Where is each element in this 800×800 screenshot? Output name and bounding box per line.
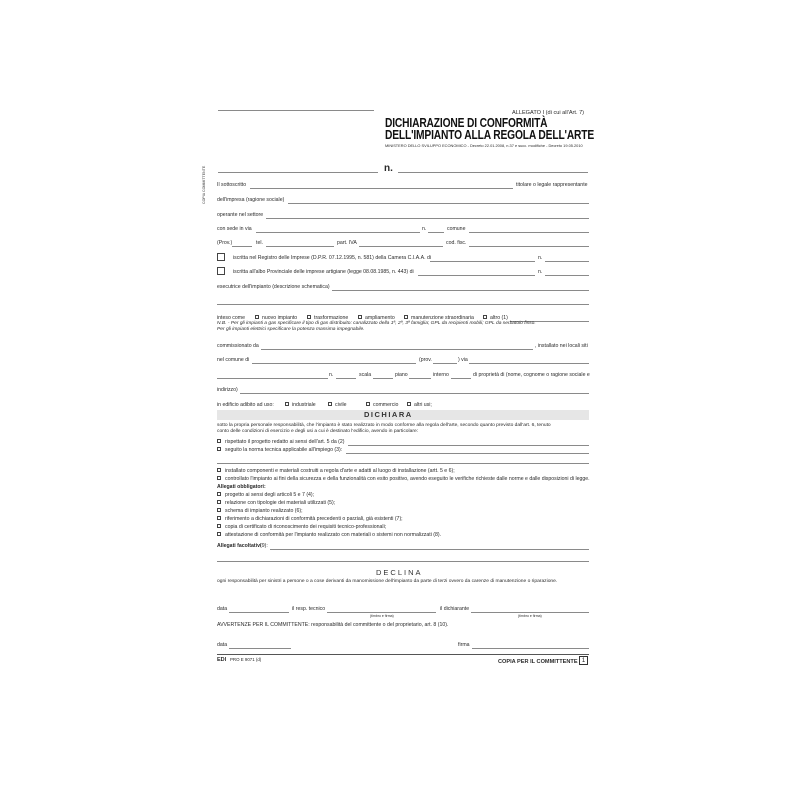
trasformazione-checkbox[interactable] [307, 315, 311, 319]
scala-field[interactable] [373, 378, 393, 379]
norma-field-2[interactable] [217, 463, 589, 464]
ampliamento-label: ampliamento [365, 315, 395, 321]
allegato-4-label: riferimento a dichiarazioni di conformità precedenti o parziali, già esistenti (7); [225, 516, 403, 522]
allegati-facoltativi-label: Allegati facoltativi [217, 543, 262, 549]
indirizzo-field[interactable] [240, 393, 589, 394]
allegato-2-label: relazione con tipologie dei materiali utilizzati (5); [225, 500, 336, 506]
comune-di-field[interactable] [252, 363, 416, 364]
allegato-label: ALLEGATO I (di cui all'Art. 7) [512, 110, 585, 116]
allegati-facoltativi-ref: (9): [260, 543, 268, 549]
indirizzo-field-a[interactable] [217, 378, 328, 379]
number-field[interactable] [398, 172, 588, 173]
piano-label: piano [395, 372, 408, 378]
side-label: COPIA COMMITTENTE [202, 165, 206, 204]
norma-label: seguito la norma tecnica applicabile all'impiego (3): [225, 447, 343, 453]
number-label: n. [384, 163, 393, 174]
tel-label: tel. [256, 240, 263, 246]
allegati-obbligatori-label: Allegati obbligatori: [217, 484, 266, 490]
civile-checkbox[interactable] [328, 402, 332, 406]
titolare-label: titolare o legale rappresentante [516, 182, 588, 188]
commercio-checkbox[interactable] [366, 402, 370, 406]
norma-checkbox[interactable] [217, 447, 221, 451]
nuovo-impianto-label: nuovo impianto [262, 315, 298, 321]
avvertenze-text: AVVERTENZE PER IL COMMITTENTE: responsabilità del committente o del proprietario, art. 8 (10). [217, 622, 449, 628]
allegato-1-label: progetto ai sensi degli articoli 5 e 7 (4); [225, 492, 315, 498]
allegato-6-label: attestazione di conformità per l'impianto realizzato con materiali o sistemi non normalizzati (8). [225, 532, 442, 538]
resp-tecnico-label: il resp. tecnico [292, 606, 326, 612]
altri-usi-label: altri usi; [414, 402, 432, 408]
allegati-facoltativi-field[interactable] [270, 549, 589, 550]
footer-rule [217, 654, 589, 655]
declina-text: ogni responsabilità per sinistri a persone o a cose derivanti da manomissione dell'impianto da parte di terzi ovvero da carenze di manutenzione o riparazione. [217, 579, 558, 584]
registro-n-label: n. [538, 255, 543, 261]
form-code: PRO E 9071 (d) [230, 657, 262, 662]
via-field[interactable] [256, 232, 420, 233]
commissionato-field[interactable] [261, 349, 533, 350]
number-rule-left [218, 172, 378, 173]
edificio-label: in edificio adibito ad uso: [217, 402, 274, 408]
interno-field[interactable] [451, 378, 471, 379]
settore-field[interactable] [266, 218, 589, 219]
indirizzo-label: indirizzo) [217, 387, 238, 393]
industriale-checkbox[interactable] [285, 402, 289, 406]
allegato-3-label: schema di impianto realizzato (6); [225, 508, 303, 514]
manutenzione-checkbox[interactable] [404, 315, 408, 319]
sede-n-label: n. [422, 226, 427, 232]
progetto-label: rispettato il progetto redatto ai sensi dell'art. 5 da (2) [225, 439, 345, 445]
registro-label: iscritta nel Registro delle Imprese (D.P.R. 07.12.1995, n. 581) della Camera C.I.A.A. di [233, 255, 431, 261]
progetto-checkbox[interactable] [217, 439, 221, 443]
progetto-field[interactable] [348, 445, 589, 446]
impresa-field[interactable] [288, 203, 589, 204]
allegato-4-checkbox[interactable] [217, 516, 221, 520]
allegati-facoltativi-field-2[interactable] [217, 561, 589, 562]
industriale-label: industriale [292, 402, 316, 408]
timbro-1: (timbro e firma) [370, 614, 394, 618]
n2-label: n. [329, 372, 334, 378]
albo-n-field[interactable] [545, 275, 589, 276]
header-rule [218, 110, 374, 111]
prov2-field[interactable] [433, 363, 457, 364]
comune-di-label: nel comune di [217, 357, 250, 363]
prov-field[interactable] [232, 246, 252, 247]
data2-field[interactable] [229, 648, 291, 649]
dichiara-text-1: sotto la propria personale responsabilità, che l'impianto è stato realizzato in modo conforme alla regola dell'arte, secondo quanto previsto dall'art. 6, tenuto [217, 423, 551, 428]
brand-logo: EDI [217, 657, 227, 663]
piano-field[interactable] [409, 378, 431, 379]
altro-checkbox[interactable] [483, 315, 487, 319]
nb-elettrici: Per gli impianti elettrici specificare la potenza massima impegnabile. [217, 327, 365, 332]
prov-label: (Prov.) [217, 240, 233, 246]
civile-label: civile [335, 402, 347, 408]
registro-field[interactable] [430, 261, 535, 262]
dichiara-text-2: conto delle condizioni di esercizio e degli usi a cui è destinato l'edificio, avendo in particolare: [217, 429, 419, 434]
installato-checkbox[interactable] [217, 468, 221, 472]
norma-field[interactable] [346, 453, 589, 454]
impresa-label: dell'impresa (ragione sociale) [217, 197, 285, 203]
interno-label: interno [433, 372, 449, 378]
data-label: data [217, 606, 228, 612]
allegato-5-checkbox[interactable] [217, 524, 221, 528]
esecutrice-field[interactable] [332, 290, 589, 291]
prov2-label: (prov. [419, 357, 432, 363]
manutenzione-label: manutenzione straordinaria [411, 315, 474, 321]
ministry-line: MINISTERO DELLO SVILUPPO ECONOMICO - Decreto 22.01.2008, n.37 e succ. modifiche - Decreto 19.05.2010 [385, 143, 583, 148]
esecutrice-field-2[interactable] [217, 304, 589, 305]
albo-field[interactable] [418, 275, 535, 276]
nb-gas: N.B. - Per gli impianti a gas specificare il tipo di gas distribuito: canalizzato della 1ª, 2ª, 3ª famiglia; GPL da recipienti mobili; GPL da serbatoio fisso. [217, 321, 536, 326]
sede-label: con sede in via [217, 226, 252, 232]
installato-text: installato componenti e materiali costruiti a regola d'arte e adatti al luogo di installazione (artt. 5 e 6); [225, 468, 455, 474]
albo-label: iscritta all'albo Provinciale delle imprese artigiane (legge 08.08.1985, n. 443) di [233, 269, 414, 275]
nuovo-impianto-checkbox[interactable] [255, 315, 259, 319]
scala-label: scala [359, 372, 372, 378]
form-sheet [196, 98, 604, 688]
dichiara-heading: DICHIARA [364, 410, 413, 419]
allegato-3-checkbox[interactable] [217, 508, 221, 512]
sottoscritto-label: Il sottoscritto [217, 182, 247, 188]
allegato-1-checkbox[interactable] [217, 492, 221, 496]
timbro-2: (timbro e firma) [518, 614, 542, 618]
settore-label: operante nel settore [217, 212, 264, 218]
commercio-label: commercio [373, 402, 399, 408]
title-line-1: DICHIARAZIONE DI CONFORMITÀ [385, 116, 548, 130]
data2-label: data [217, 642, 228, 648]
altro-label: altro (1) [490, 315, 508, 321]
controllato-text: controllato l'impianto ai fini della sicurezza e della funzionalità con esito positivo, avendo eseguito le verifiche richieste dalle norme e dalle disposizioni di legge. [225, 476, 590, 482]
dichiarante-label: il dichiarante [440, 606, 470, 612]
inteso-label: inteso come [217, 315, 245, 321]
commissionato-label: commissionato da [217, 343, 259, 349]
piva-label: part. IVA [337, 240, 357, 246]
tel-field[interactable] [266, 246, 334, 247]
copia-label: COPIA PER IL COMMITTENTE [498, 659, 578, 665]
piva-field[interactable] [359, 246, 443, 247]
declina-heading: DECLINA [376, 568, 423, 577]
allegato-5-label: copia di certificato di riconoscimento dei requisiti tecnico-professionali; [225, 524, 387, 530]
trasformazione-label: trasformazione [314, 315, 349, 321]
codfisc-label: cod. fisc. [446, 240, 467, 246]
via2-field[interactable] [469, 363, 589, 364]
esecutrice-label: esecutrice dell'impianto (descrizione schematica) [217, 284, 330, 290]
title-line-2: DELL'IMPIANTO ALLA REGOLA DELL'ARTE [385, 128, 595, 142]
albo-n-label: n. [538, 269, 543, 275]
allegato-2-checkbox[interactable] [217, 500, 221, 504]
proprieta-label: di proprietà di (nome, cognome o ragione sociale e [473, 372, 590, 378]
controllato-checkbox[interactable] [217, 476, 221, 480]
n2-field[interactable] [336, 378, 356, 379]
data-field[interactable] [229, 612, 289, 613]
firma-label: firma [458, 642, 470, 648]
sottoscritto-field[interactable] [250, 188, 513, 189]
comune-field[interactable] [469, 232, 589, 233]
sede-n-field[interactable] [428, 232, 444, 233]
registro-checkbox[interactable] [217, 253, 225, 261]
firma-field[interactable] [472, 648, 589, 649]
installato-label: , installato nei locali siti [535, 343, 588, 349]
albo-checkbox[interactable] [217, 267, 225, 275]
comune-label: comune [447, 226, 466, 232]
registro-n-field[interactable] [545, 261, 589, 262]
via2-label: ) via [458, 357, 468, 363]
allegato-6-checkbox[interactable] [217, 532, 221, 536]
codfisc-field[interactable] [469, 246, 589, 247]
altri-usi-checkbox[interactable] [407, 402, 411, 406]
ampliamento-checkbox[interactable] [358, 315, 362, 319]
page-number: 1 [579, 656, 588, 665]
